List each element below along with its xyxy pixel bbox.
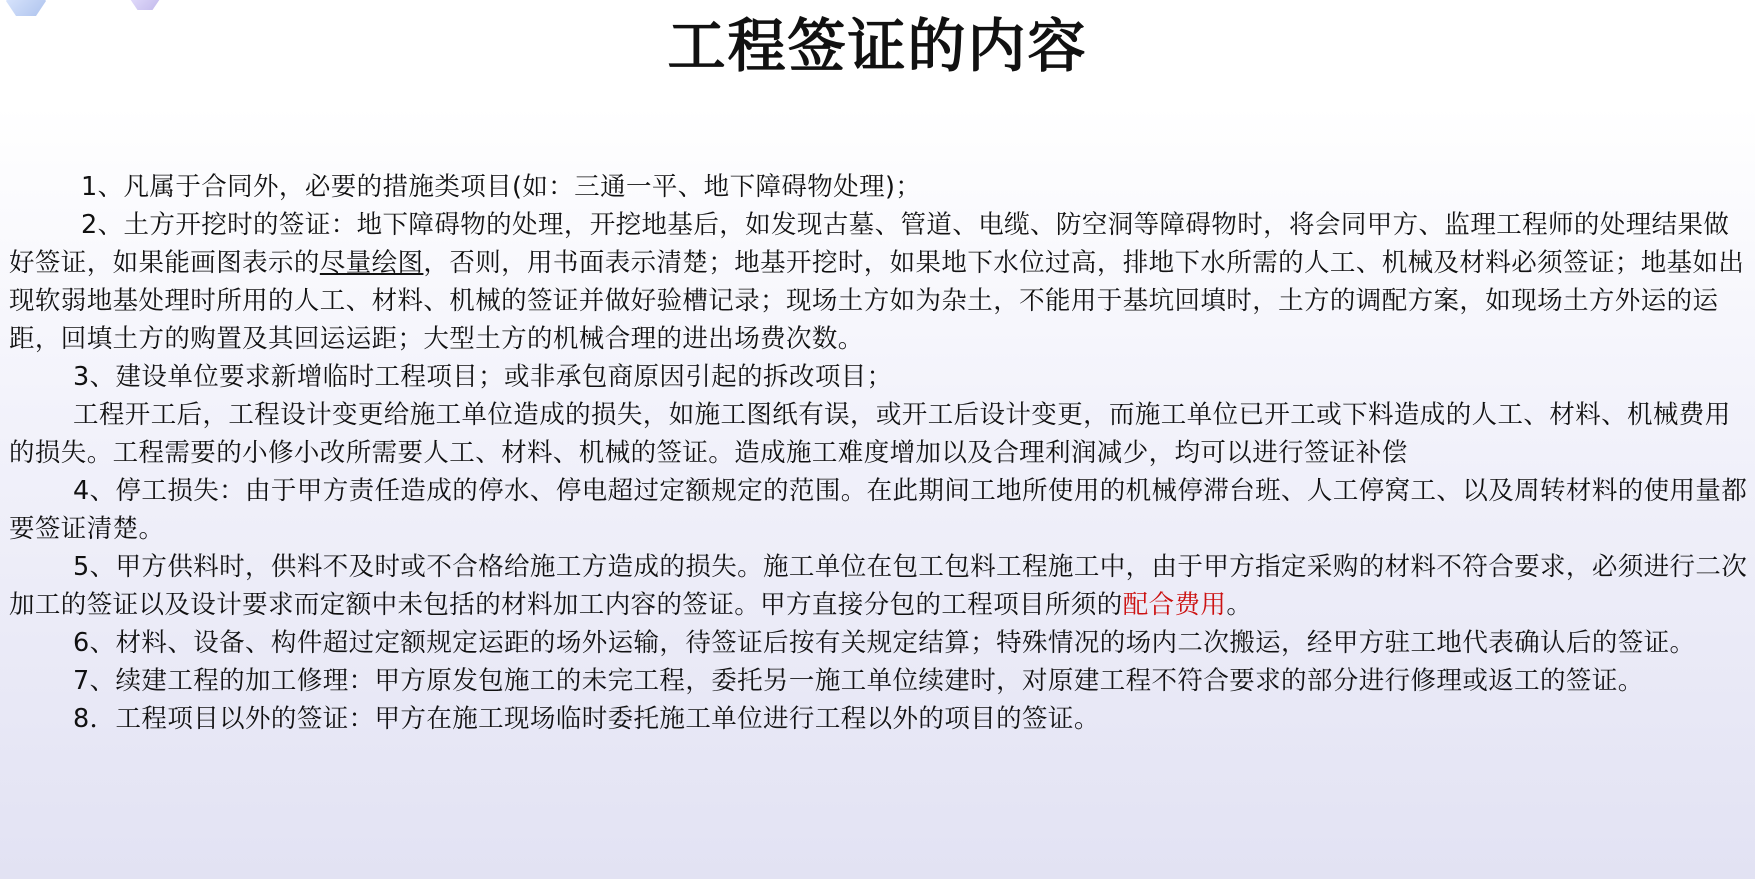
page-title: 工程签证的内容: [667, 12, 1088, 80]
paragraph-5-highlight: 配合费用: [1122, 590, 1227, 620]
paragraph-2-text-b: ，否则，用书面表示清楚；地基开挖时，如果地下水位过高，排地下水所需的人工、机械及材料必须签证；地基如出现软弱地基处理时所用的人工、材料、机械的签证并做好验槽记录；现场土方如为杂土，不能用于基坑回填时，土方的调配方案，如现场土方外运的运距，回填土方的购置及其回运运距；大型土方的机械合理的进出场费次数。: [9, 248, 1745, 354]
paragraph-6: 6、材料、设备、构件超过定额规定运距的场外运输，待签证后按有关规定结算；特殊情况的场内二次搬运，经甲方驻工地代表确认后的签证。: [73, 628, 1696, 658]
paragraph-2-text-a: 2、土方开挖时的签证：地下障碍物的处理，开挖地基后，如发现古墓、管道、电缆、防空洞等障碍物时，将会同甲方、监理工程师的处理结果做好签证，如果能画图表示的: [9, 210, 1730, 278]
paragraph-7: 7、续建工程的加工修理：甲方原发包施工的未完工程，委托另一施工单位续建时，对原建工程不符合要求的部分进行修理或返工的签证。: [73, 666, 1644, 696]
paragraph-8: 8．工程项目以外的签证：甲方在施工现场临时委托施工单位进行工程以外的项目的签证。: [73, 704, 1100, 734]
paragraph-3-continued: 工程开工后，工程设计变更给施工单位造成的损失，如施工图纸有误，或开工后设计变更，而施工单位已开工或下料造成的人工、材料、机械费用的损失。工程需要的小修小改所需要人工、材料、机械的签证。造成施工难度增加以及合理利润减少，均可以进行签证补偿: [9, 400, 1731, 468]
paragraph-5-text-b: 。: [1226, 590, 1253, 620]
paragraph-5-text-a: 5、甲方供料时，供料不及时或不合格给施工方造成的损失。施工单位在包工包料工程施工中，由于甲方指定采购的材料不符合要求，必须进行二次加工的签证以及设计要求而定额中未包括的材料加工内容的签证。甲方直接分包的工程项目所须的: [9, 552, 1748, 620]
paragraph-4: 4、停工损失：由于甲方责任造成的停水、停电超过定额规定的范围。在此期间工地所使用的机械停滞台班、人工停窝工、以及周转材料的使用量都要签证清楚。: [9, 476, 1748, 544]
paragraph-1: 1、凡属于合同外，必要的措施类项目(如：三通一平、地下障碍物处理)；: [81, 172, 922, 202]
paragraph-5: [9, 548, 1749, 624]
paragraph-3: 3、建设单位要求新增临时工程项目；或非承包商原因引起的拆改项目；: [73, 362, 893, 392]
paragraph-2: [9, 206, 1749, 358]
body-text: [9, 168, 1749, 738]
paragraph-2-underlined: 尽量绘图: [319, 248, 424, 278]
